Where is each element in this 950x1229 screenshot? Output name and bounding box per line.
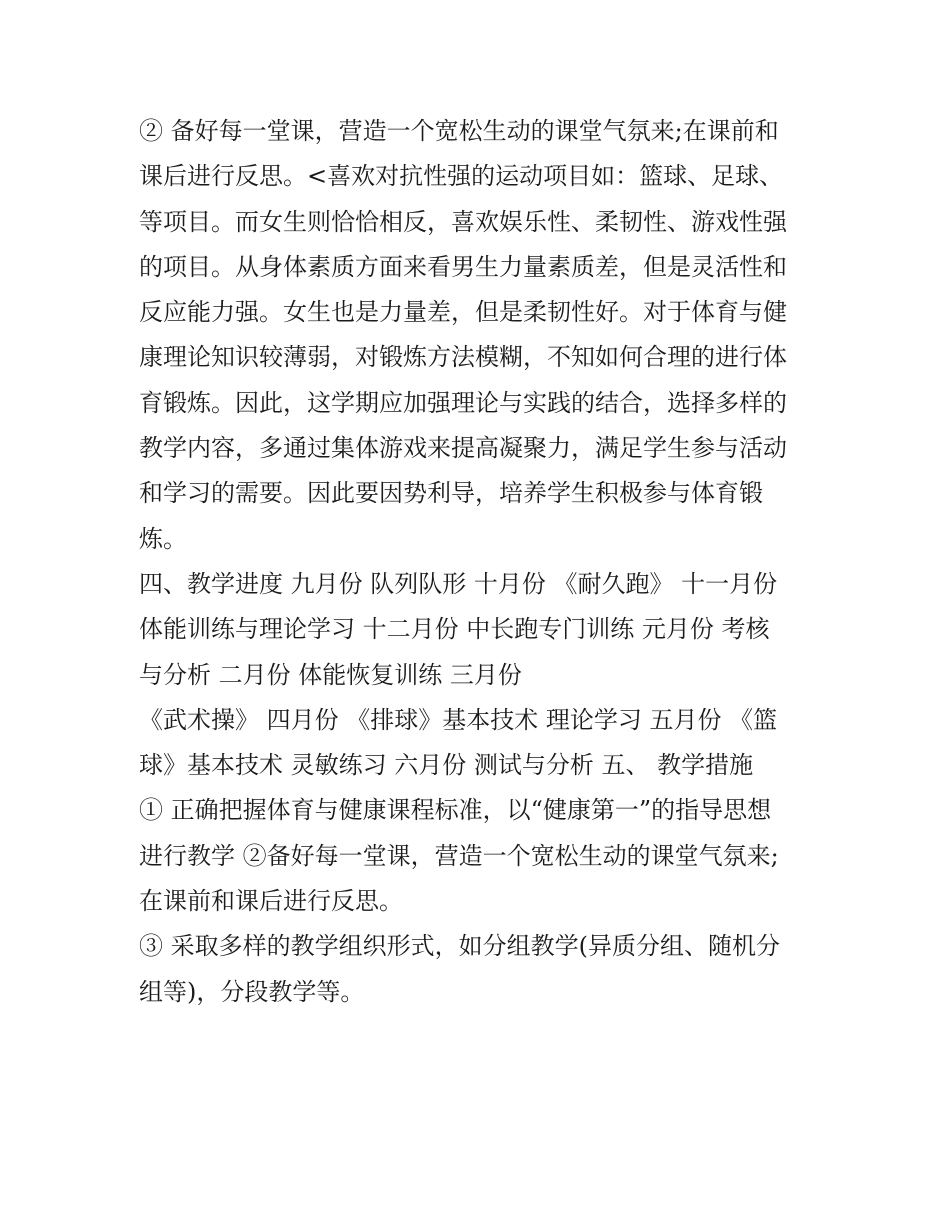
- text-line-1: ② 备好每一堂课，营造一个宽松生动的课堂气氛来;在课前和: [139, 117, 779, 145]
- text-line-17: 进行教学 ②备好每一堂课，营造一个宽松生动的课堂气氛来;: [139, 841, 779, 870]
- text-line-4: 的项目。从身体素质方面来看男生力量素质差，但是灵活性和: [139, 252, 787, 281]
- text-line-9: 和学习的需要。因此要因势利导，培养学生积极参与体育锻: [139, 479, 763, 508]
- text-line-13: 与分析 二月份 体能恢复训练 三月份: [139, 660, 522, 689]
- text-line-6: 康理论知识较薄弱，对锻炼方法模糊，不知如何合理的进行体: [139, 343, 787, 372]
- text-line-11: 四、教学进度 九月份 队列队形 十月份 《耐久跑》 十一月份: [139, 569, 778, 598]
- text-line-8: 教学内容，多通过集体游戏来提高凝聚力，满足学生参与活动: [139, 434, 787, 463]
- text-line-20: 组等)，分段教学等。: [139, 977, 365, 1006]
- text-line-15: 球》基本技术 灵敏练习 六月份 测试与分析 五、 教学措施: [139, 751, 754, 780]
- document-body: [139, 109, 839, 1015]
- text-line-5: 反应能力强。女生也是力量差，但是柔韧性好。对于体育与健: [139, 298, 787, 327]
- text-line-12: 体能训练与理论学习 十二月份 中长跑专门训练 元月份 考核: [139, 615, 770, 644]
- text-line-3: 等项目。而女生则恰恰相反，喜欢娱乐性、柔韧性、游戏性强: [139, 207, 787, 236]
- text-line-14: 《武术操》 四月份 《排球》基本技术 理论学习 五月份 《篮: [139, 705, 778, 734]
- text-line-19: ③ 采取多样的教学组织形式，如分组教学(异质分组、随机分: [139, 932, 780, 961]
- text-line-18: 在课前和课后进行反思。: [139, 887, 403, 916]
- text-line-7: 育锻炼。因此，这学期应加强理论与实践的结合，选择多样的: [139, 388, 787, 417]
- text-line-16: ① 正确把握体育与健康课程标准，以“健康第一”的指导思想: [139, 796, 772, 825]
- text-line-10: 炼。: [139, 524, 187, 553]
- text-line-2: 课后进行反思。<喜欢对抗性强的运动项目如：篮球、足球、: [139, 162, 784, 191]
